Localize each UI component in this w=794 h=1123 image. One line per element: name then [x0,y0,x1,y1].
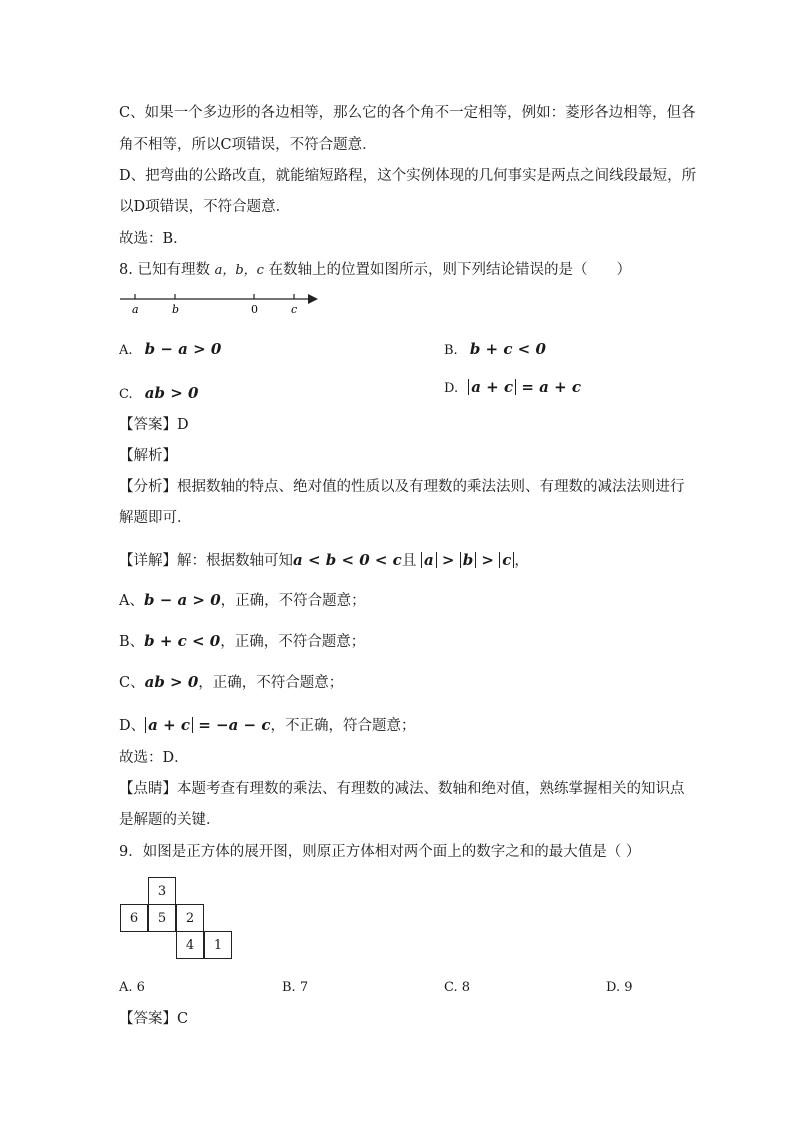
net-face: 5 [148,904,176,932]
q9-option-c[interactable]: C. 8 [444,980,471,995]
q8-analysis-line: 【分析】根据数轴的特点、绝对值的性质以及有理数的乘法法则、有理数的减法法则进行 [119,479,685,495]
check-a [119,590,366,611]
q8-analysis-title: 【解析】 [119,448,177,464]
q8-comment-line: 【点睛】本题考查有理数的乘法、有理数的减法、数轴和绝对值，熟练掌握相关的知识点 [119,781,685,797]
q8-answer: 【答案】D [119,417,189,433]
check-letter: A、 [119,593,144,609]
label-zero: 0 [251,303,258,316]
check-expr: = −a − c [193,716,271,734]
option-a[interactable] [119,340,221,358]
check-verdict: ，正确，不符合题意； [220,593,366,609]
q8-number: 8. [119,262,133,278]
option-b[interactable] [444,340,546,358]
q8-choose: 故选：D． [119,750,189,766]
q8-analysis-line: 解题即可． [119,510,192,526]
option-expr: = a + c [516,378,581,396]
option-expr: b + c < 0 [469,340,546,358]
check-expr: b + c < 0 [144,632,221,650]
choose-answer: 故选：B． [119,231,188,247]
abs-expr: a + c [145,717,193,733]
option-expr: ab > 0 [144,384,199,402]
check-c [119,672,343,693]
option-c[interactable] [119,384,198,402]
q9-stem: 9．如图是正方体的展开图，则原正方体相对两个面上的数字之和的最大值是（ ） [119,844,641,860]
q9-option-d[interactable]: D. 9 [606,980,633,995]
option-expr: b − a > 0 [144,340,222,358]
abs-b: b [460,552,477,568]
check-letter: C、 [119,675,145,691]
option-letter: A. [119,343,133,358]
option-d[interactable] [444,378,581,396]
q9-option-b[interactable]: B. 7 [282,980,309,995]
net-face: 6 [120,904,148,932]
text-line: C、如果一个多边形的各边相等，那么它的各个角不一定相等，例如：菱形各边相等，但各 [119,105,696,121]
detail-and: 且 [401,553,417,569]
check-letter: D、 [119,718,146,734]
q8-vars: a，b，c [214,263,264,278]
abs-c: c [499,552,514,568]
q8-stem-b: 在数轴上的位置如图所示，则下列结论错误的是（ ） [268,262,632,278]
q8-stem [119,260,631,281]
option-letter: C. [119,387,133,402]
number-line [118,290,323,320]
option-letter: D. [444,381,459,396]
check-verdict: ，正确，不符合题意； [220,634,366,650]
check-letter: B、 [119,634,145,650]
q8-comment-line: 是解题的关键． [119,812,221,828]
check-expr: b − a > 0 [143,591,221,609]
label-b: b [172,303,180,316]
q8-detail: 【详解】解：根据数轴可知a < b < 0 < c且 a > b > c ， [119,551,529,569]
label-c: c [291,303,298,316]
net-face: 2 [176,904,204,932]
q9-answer: 【答案】C [119,1011,189,1027]
abs-expr: a + c [468,379,516,395]
net-face: 1 [204,931,232,959]
text-line: 以D项错误，不符合题意． [119,199,291,215]
check-verdict: ，正确，不符合题意； [198,675,344,691]
option-letter: B. [444,343,458,358]
text-line: D、把弯曲的公路改直，就能缩短路程，这个实例体现的几何事实是两点之间线段最短，所 [119,168,697,184]
check-verdict: ，不正确，符合题意； [270,718,416,734]
text-line: 角不相等，所以C项错误，不符合题意． [119,137,377,153]
label-a: a [132,303,139,316]
check-expr: ab > 0 [144,673,199,691]
detail-comma: ， [514,553,529,569]
q9-option-a[interactable]: A. 6 [119,980,145,995]
detail-prefix: 【详解】解：根据数轴可知 [119,553,293,569]
check-b [119,631,365,652]
net-face: 3 [148,877,176,905]
abs-a: a [421,552,437,568]
check-d [119,715,415,736]
detail-inequality: a < b < 0 < c [293,551,402,569]
q8-stem-a: 已知有理数 [137,262,210,278]
net-face: 4 [176,931,204,959]
